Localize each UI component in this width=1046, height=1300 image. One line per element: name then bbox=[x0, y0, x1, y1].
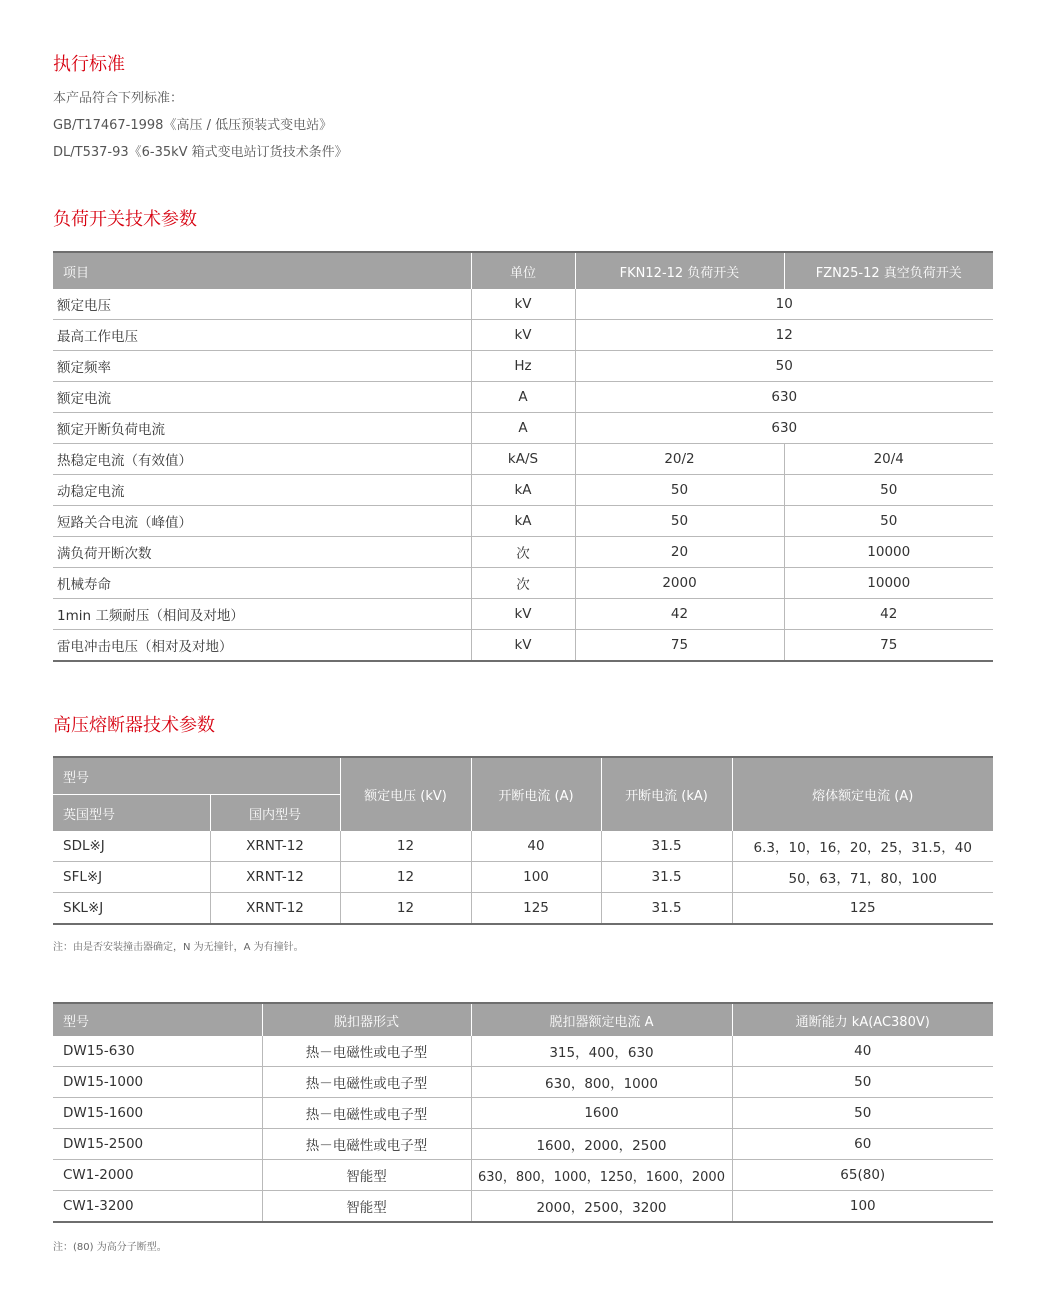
row-rated-voltage: 12 bbox=[340, 831, 471, 862]
table-row bbox=[53, 1191, 993, 1223]
row-item: 额定频率 bbox=[53, 351, 471, 382]
header-rated-voltage: 额定电压 (kV) bbox=[340, 757, 471, 831]
row-item: 机械寿命 bbox=[53, 568, 471, 599]
row-breaking-capacity: 100 bbox=[732, 1191, 993, 1223]
row-break-current-a: 125 bbox=[471, 893, 601, 925]
fuse-note: 注：由是否安装撞击器确定，N 为无撞针，A 为有撞针。 bbox=[53, 942, 304, 953]
header-break-current-a: 开断电流 (A) bbox=[471, 757, 601, 831]
table-row bbox=[53, 506, 993, 537]
table-row bbox=[53, 444, 993, 475]
standard-item: GB/T17467-1998《高压 / 低压预装式变电站》 bbox=[53, 118, 333, 133]
row-unit: kA/S bbox=[471, 444, 575, 475]
table-row bbox=[53, 289, 993, 320]
row-model: DW15-1600 bbox=[53, 1098, 262, 1129]
row-fkn12-value: 75 bbox=[575, 630, 784, 662]
row-breaking-capacity: 50 bbox=[732, 1098, 993, 1129]
table-row bbox=[53, 599, 993, 630]
header-model: 型号 bbox=[53, 1003, 262, 1036]
row-breaking-capacity: 65(80) bbox=[732, 1160, 993, 1191]
header-item: 项目 bbox=[53, 252, 471, 289]
row-item: 额定电压 bbox=[53, 289, 471, 320]
row-unit: 次 bbox=[471, 568, 575, 599]
row-item: 动稳定电流 bbox=[53, 475, 471, 506]
row-unit: kV bbox=[471, 599, 575, 630]
table-row bbox=[53, 537, 993, 568]
row-item: 额定开断负荷电流 bbox=[53, 413, 471, 444]
row-uk-model: SDL※J bbox=[53, 831, 210, 862]
breaker-table bbox=[53, 1002, 993, 1223]
row-break-current-ka: 31.5 bbox=[601, 831, 732, 862]
table-row bbox=[53, 831, 993, 862]
header-fzn25: FZN25-12 真空负荷开关 bbox=[784, 252, 993, 289]
table-row bbox=[53, 1036, 993, 1067]
table-row bbox=[53, 1160, 993, 1191]
row-break-current-ka: 31.5 bbox=[601, 893, 732, 925]
row-item: 最高工作电压 bbox=[53, 320, 471, 351]
fuse-title: 高压熔断器技术参数 bbox=[53, 715, 215, 736]
row-item: 额定电流 bbox=[53, 382, 471, 413]
row-item: 热稳定电流（有效值） bbox=[53, 444, 471, 475]
row-rated-voltage: 12 bbox=[340, 893, 471, 925]
row-unit: kV bbox=[471, 320, 575, 351]
row-model: CW1-3200 bbox=[53, 1191, 262, 1223]
row-fzn25-value: 50 bbox=[784, 506, 993, 537]
table-row bbox=[53, 320, 993, 351]
row-cn-model: XRNT-12 bbox=[210, 862, 340, 893]
row-shared-value: 10 bbox=[575, 289, 993, 320]
row-release-current: 1600，2000，2500 bbox=[471, 1129, 732, 1160]
table-row bbox=[53, 351, 993, 382]
row-fkn12-value: 50 bbox=[575, 475, 784, 506]
standards-title: 执行标准 bbox=[53, 54, 125, 75]
row-fzn25-value: 75 bbox=[784, 630, 993, 662]
row-break-current-ka: 31.5 bbox=[601, 862, 732, 893]
row-fkn12-value: 20/2 bbox=[575, 444, 784, 475]
table-row bbox=[53, 1067, 993, 1098]
row-item: 雷电冲击电压（相对及对地） bbox=[53, 630, 471, 662]
breaker-note: 注：(80) 为高分子断型。 bbox=[53, 1242, 167, 1253]
row-item: 短路关合电流（峰值） bbox=[53, 506, 471, 537]
row-shared-value: 630 bbox=[575, 413, 993, 444]
row-breaking-capacity: 40 bbox=[732, 1036, 993, 1067]
row-break-current-a: 40 bbox=[471, 831, 601, 862]
row-model: DW15-2500 bbox=[53, 1129, 262, 1160]
row-item: 1min 工频耐压（相间及对地） bbox=[53, 599, 471, 630]
load-switch-table bbox=[53, 251, 993, 662]
row-model: CW1-2000 bbox=[53, 1160, 262, 1191]
row-release-current: 630，800，1000，1250，1600，2000 bbox=[471, 1160, 732, 1191]
table-row bbox=[53, 1129, 993, 1160]
row-model: DW15-1000 bbox=[53, 1067, 262, 1098]
table-row bbox=[53, 862, 993, 893]
row-shared-value: 630 bbox=[575, 382, 993, 413]
row-release-current: 630，800，1000 bbox=[471, 1067, 732, 1098]
row-release-current: 1600 bbox=[471, 1098, 732, 1129]
row-fzn25-value: 50 bbox=[784, 475, 993, 506]
table-row bbox=[53, 630, 993, 662]
row-unit: kA bbox=[471, 506, 575, 537]
row-unit: Hz bbox=[471, 351, 575, 382]
row-fuse-rated-current: 125 bbox=[732, 893, 993, 925]
row-unit: A bbox=[471, 382, 575, 413]
table-row bbox=[53, 1098, 993, 1129]
row-model: DW15-630 bbox=[53, 1036, 262, 1067]
row-release-type: 热－电磁性或电子型 bbox=[262, 1129, 471, 1160]
row-breaking-capacity: 50 bbox=[732, 1067, 993, 1098]
row-breaking-capacity: 60 bbox=[732, 1129, 993, 1160]
row-cn-model: XRNT-12 bbox=[210, 831, 340, 862]
row-uk-model: SKL※J bbox=[53, 893, 210, 925]
row-fzn25-value: 10000 bbox=[784, 568, 993, 599]
row-release-current: 2000，2500，3200 bbox=[471, 1191, 732, 1223]
row-release-type: 智能型 bbox=[262, 1160, 471, 1191]
row-fkn12-value: 20 bbox=[575, 537, 784, 568]
header-release-type: 脱扣器形式 bbox=[262, 1003, 471, 1036]
row-cn-model: XRNT-12 bbox=[210, 893, 340, 925]
row-release-type: 热－电磁性或电子型 bbox=[262, 1036, 471, 1067]
header-unit: 单位 bbox=[471, 252, 575, 289]
row-release-type: 热－电磁性或电子型 bbox=[262, 1098, 471, 1129]
row-fkn12-value: 50 bbox=[575, 506, 784, 537]
table-row bbox=[53, 413, 993, 444]
fuse-table bbox=[53, 756, 993, 925]
header-break-current-ka: 开断电流 (kA) bbox=[601, 757, 732, 831]
row-unit: kV bbox=[471, 630, 575, 662]
row-break-current-a: 100 bbox=[471, 862, 601, 893]
standards-intro: 本产品符合下列标准： bbox=[53, 91, 184, 106]
header-release-current: 脱扣器额定电流 A bbox=[471, 1003, 732, 1036]
row-uk-model: SFL※J bbox=[53, 862, 210, 893]
table-row bbox=[53, 568, 993, 599]
row-fzn25-value: 10000 bbox=[784, 537, 993, 568]
header-fkn12: FKN12-12 负荷开关 bbox=[575, 252, 784, 289]
row-item: 满负荷开断次数 bbox=[53, 537, 471, 568]
row-release-current: 315，400，630 bbox=[471, 1036, 732, 1067]
row-fkn12-value: 2000 bbox=[575, 568, 784, 599]
table-row bbox=[53, 382, 993, 413]
row-fkn12-value: 42 bbox=[575, 599, 784, 630]
row-unit: 次 bbox=[471, 537, 575, 568]
row-rated-voltage: 12 bbox=[340, 862, 471, 893]
row-fuse-rated-current: 6.3，10，16，20，25，31.5，40 bbox=[732, 831, 993, 862]
load-switch-title: 负荷开关技术参数 bbox=[53, 209, 197, 230]
header-fuse-rated-current: 熔体额定电流 (A) bbox=[732, 757, 993, 831]
row-release-type: 智能型 bbox=[262, 1191, 471, 1223]
standard-item: DL/T537-93《6-35kV 箱式变电站订货技术条件》 bbox=[53, 145, 348, 160]
header-uk-model: 英国型号 bbox=[53, 795, 210, 832]
row-fuse-rated-current: 50，63，71，80，100 bbox=[732, 862, 993, 893]
table-row bbox=[53, 893, 993, 925]
row-unit: kV bbox=[471, 289, 575, 320]
row-unit: kA bbox=[471, 475, 575, 506]
header-breaking-capacity: 通断能力 kA(AC380V) bbox=[732, 1003, 993, 1036]
header-cn-model: 国内型号 bbox=[210, 795, 340, 832]
row-shared-value: 50 bbox=[575, 351, 993, 382]
table-row bbox=[53, 475, 993, 506]
row-fzn25-value: 20/4 bbox=[784, 444, 993, 475]
row-release-type: 热－电磁性或电子型 bbox=[262, 1067, 471, 1098]
row-fzn25-value: 42 bbox=[784, 599, 993, 630]
header-model: 型号 bbox=[53, 757, 340, 795]
row-unit: A bbox=[471, 413, 575, 444]
row-shared-value: 12 bbox=[575, 320, 993, 351]
